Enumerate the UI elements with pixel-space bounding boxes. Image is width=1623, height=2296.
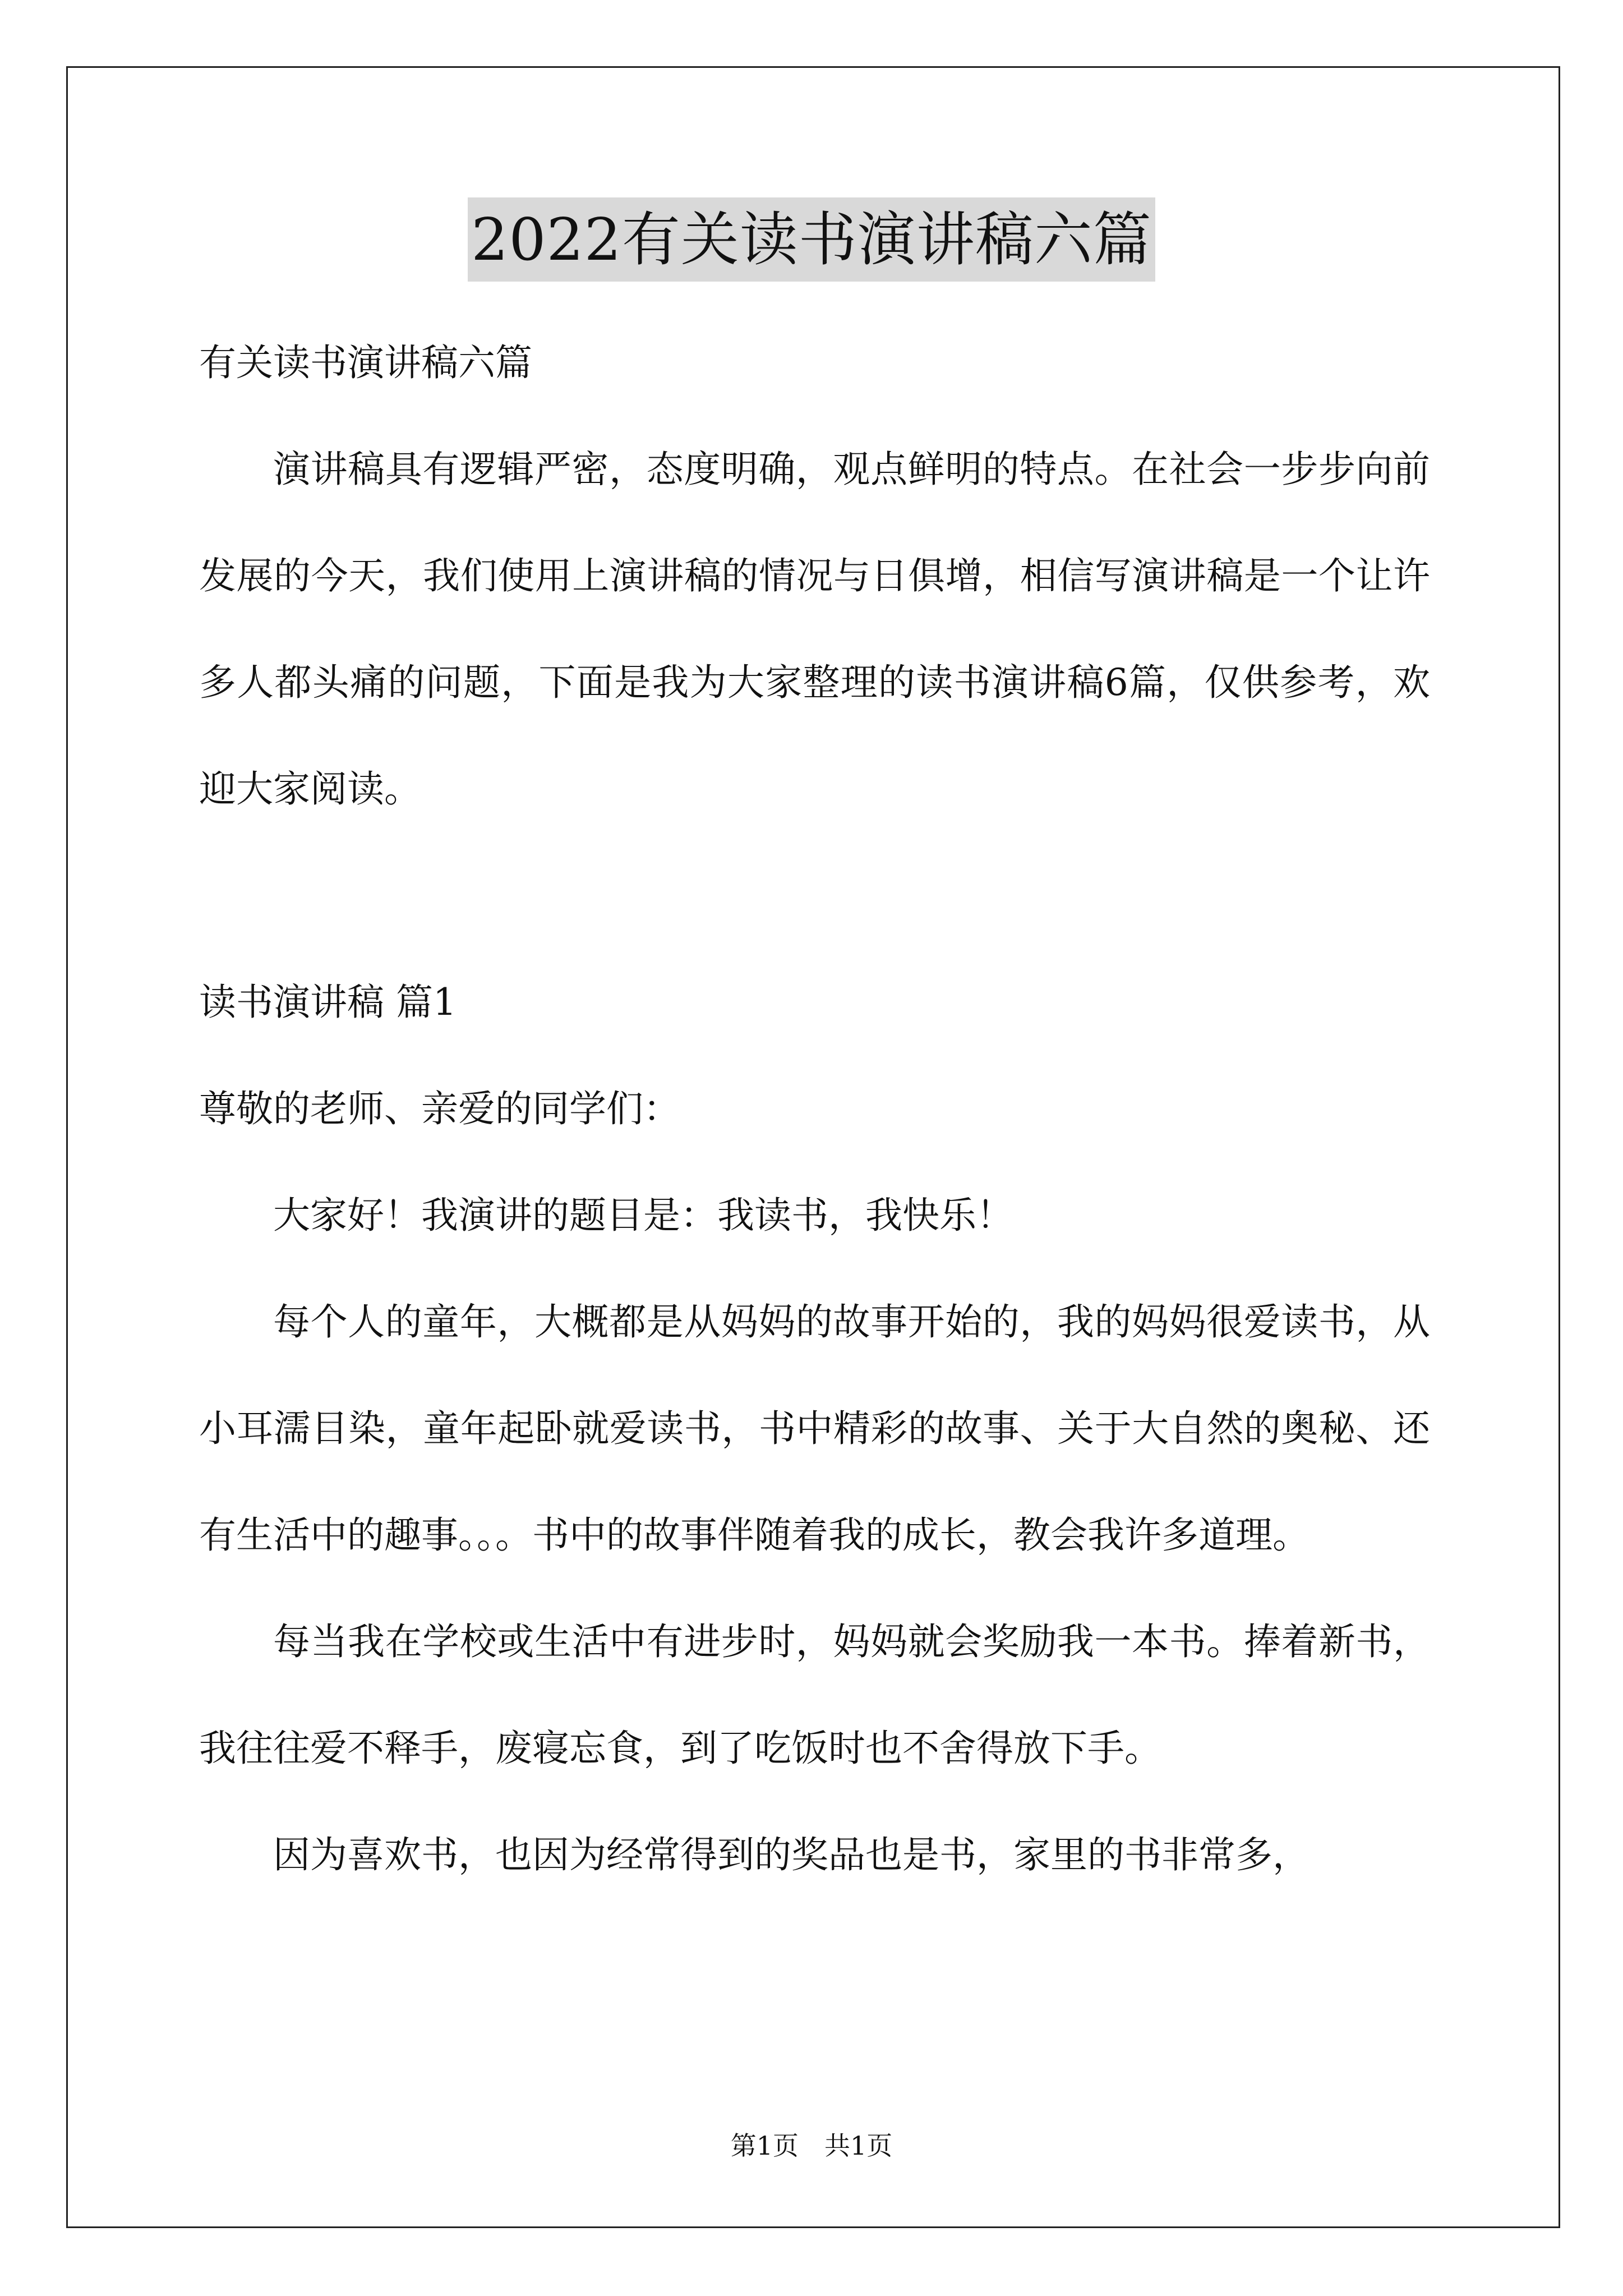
document-subtitle: 有关读书演讲稿六篇 xyxy=(199,341,532,384)
section-spacer xyxy=(199,843,1430,949)
body-paragraph: 大家好！我演讲的题目是：我读书，我快乐！ xyxy=(273,1194,1013,1237)
body-paragraph: 因为喜欢书，也因为经常得到的奖品也是书，家里的书非常多， xyxy=(273,1833,1310,1876)
title-container xyxy=(0,197,1623,282)
document-title: 2022有关读书演讲稿六篇 xyxy=(468,197,1155,282)
intro-paragraph: 演讲稿具有逻辑严密，态度明确，观点鲜明的特点。在社会一步步向前发展的今天，我们使用上演讲稿的情况与日俱增，相信写演讲稿是一个让许多人都头痛的问题，下面是我为大家整理的读书演讲稿6篇，仅供参考，欢迎大家阅读。 xyxy=(199,448,1430,811)
body-paragraph: 每个人的童年，大概都是从妈妈的故事开始的，我的妈妈很爱读书，从小耳濡目染，童年起卧就爱读书，书中精彩的故事、关于大自然的奥秘、还有生活中的趣事。。。书中的故事伴随着我的成长，教会我许多道理。 xyxy=(199,1300,1430,1557)
body-paragraph: 每当我在学校或生活中有进步时，妈妈就会奖励我一本书。捧着新书，我往往爱不释手，废寝忘食，到了吃饭时也不舍得放下手。 xyxy=(199,1620,1430,1770)
salutation: 尊敬的老师、亲爱的同学们： xyxy=(199,1087,680,1130)
document-body xyxy=(199,310,1430,1908)
section-heading: 读书演讲稿 篇1 xyxy=(199,981,457,1024)
page-footer: 第1页 共1页 xyxy=(730,2131,893,2161)
